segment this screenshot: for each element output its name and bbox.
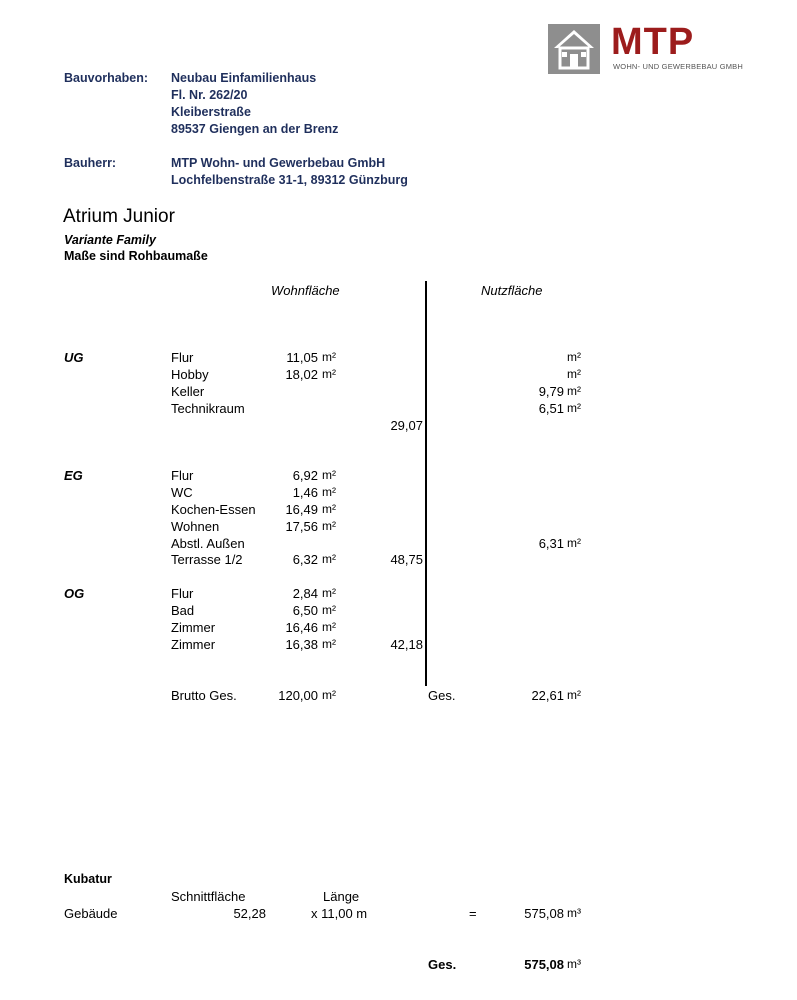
gross-total-value: 120,00 <box>278 688 318 703</box>
room-living-area: 6,92 <box>292 468 318 483</box>
logo-text: MTP <box>611 21 695 63</box>
floor-label-ug: UG <box>64 350 84 365</box>
house-logo-icon <box>548 24 600 74</box>
floor-subtotal-eg: 48,75 <box>390 552 423 567</box>
room-usable-area: 9,79 <box>538 384 564 399</box>
unit-m2: m² <box>322 586 336 600</box>
room-name: Bad <box>171 603 195 618</box>
room-name: WC <box>171 485 193 500</box>
project-label: Bauvorhaben: <box>64 71 149 85</box>
room-name: Abstl. Außen <box>171 536 245 551</box>
client-line-1: MTP Wohn- und Gewerbebau GmbH <box>171 156 386 170</box>
room-name: Flur <box>171 468 194 483</box>
room-living-area: 1,46 <box>292 485 318 500</box>
client-label: Bauherr: <box>64 156 117 170</box>
unit-m2: m² <box>322 367 336 381</box>
usable-total-value: 22,61 <box>531 688 564 703</box>
unit-m2: m² <box>322 350 336 364</box>
cubature-equals: = <box>469 906 477 921</box>
room-name: Hobby <box>171 367 209 382</box>
room-name: Wohnen <box>171 519 220 534</box>
floor-subtotal-og: 42,18 <box>390 637 423 652</box>
room-name: Zimmer <box>171 620 216 635</box>
unit-m2: m² <box>322 603 336 617</box>
unit-m2: m² <box>567 384 581 398</box>
variant-label: Variante Family <box>64 233 156 247</box>
unit-m2: m² <box>322 519 336 533</box>
unit-m2: m² <box>322 468 336 482</box>
cubature-total-value: 575,08 <box>524 957 564 972</box>
unit-m2: m² <box>322 485 336 499</box>
unit-m2: m² <box>322 552 336 566</box>
room-living-area: 6,32 <box>292 552 318 567</box>
room-name: Kochen-Essen <box>171 502 256 517</box>
room-living-area: 16,46 <box>285 620 318 635</box>
project-line-3: Kleiberstraße <box>171 105 251 119</box>
unit-m2: m² <box>322 620 336 634</box>
room-living-area: 6,50 <box>292 603 318 618</box>
cubature-area: 52,28 <box>233 906 266 921</box>
room-usable-area: 6,31 <box>538 536 564 551</box>
room-usable-area: 6,51 <box>538 401 564 416</box>
room-name: Flur <box>171 586 194 601</box>
cubature-col-length: Länge <box>323 889 360 904</box>
column-header-usable: Nutzfläche <box>481 283 543 298</box>
project-line-4: 89537 Giengen an der Brenz <box>171 122 339 136</box>
page-title: Atrium Junior <box>63 206 175 227</box>
column-divider <box>425 281 427 686</box>
project-line-1: Neubau Einfamilienhaus <box>171 71 317 85</box>
cubature-length: x 11,00 m <box>311 906 368 921</box>
floor-label-eg: EG <box>64 468 83 483</box>
room-name: Technikraum <box>171 401 245 416</box>
cubature-title: Kubatur <box>64 872 112 886</box>
room-name: Zimmer <box>171 637 216 652</box>
unit-m3: m³ <box>567 906 581 920</box>
room-living-area: 16,49 <box>285 502 318 517</box>
usable-total-label: Ges. <box>428 688 456 703</box>
room-living-area: 11,05 <box>286 350 318 365</box>
room-living-area: 16,38 <box>285 637 318 652</box>
unit-m2: m² <box>567 350 581 364</box>
unit-m2: m² <box>567 401 581 415</box>
cubature-row-label: Gebäude <box>64 906 118 921</box>
floor-subtotal-ug: 29,07 <box>390 418 423 433</box>
unit-m2: m² <box>567 688 581 702</box>
unit-m3: m³ <box>567 957 581 971</box>
room-name: Keller <box>171 384 205 399</box>
dimensions-note: Maße sind Rohbaumaße <box>64 249 208 263</box>
cubature-col-area: Schnittfläche <box>171 889 246 904</box>
room-living-area: 17,56 <box>285 519 318 534</box>
unit-m2: m² <box>322 637 336 651</box>
room-living-area: 2,84 <box>292 586 318 601</box>
project-line-2: Fl. Nr. 262/20 <box>171 88 248 102</box>
cubature-result: 575,08 <box>524 906 564 921</box>
room-name: Terrasse 1/2 <box>171 552 243 567</box>
gross-total-label: Brutto Ges. <box>171 688 237 703</box>
floor-label-og: OG <box>64 586 85 601</box>
room-name: Flur <box>171 350 194 365</box>
unit-m2: m² <box>567 367 581 381</box>
logo-subtext: WOHN- UND GEWERBEBAU GMBH <box>613 62 744 71</box>
unit-m2: m² <box>322 502 336 516</box>
room-living-area: 18,02 <box>285 367 318 382</box>
cubature-total-label: Ges. <box>428 957 457 972</box>
column-header-living: Wohnfläche <box>271 283 340 298</box>
client-line-2: Lochfelbenstraße 31-1, 89312 Günzburg <box>171 173 408 187</box>
unit-m2: m² <box>322 688 336 702</box>
unit-m2: m² <box>567 536 581 550</box>
